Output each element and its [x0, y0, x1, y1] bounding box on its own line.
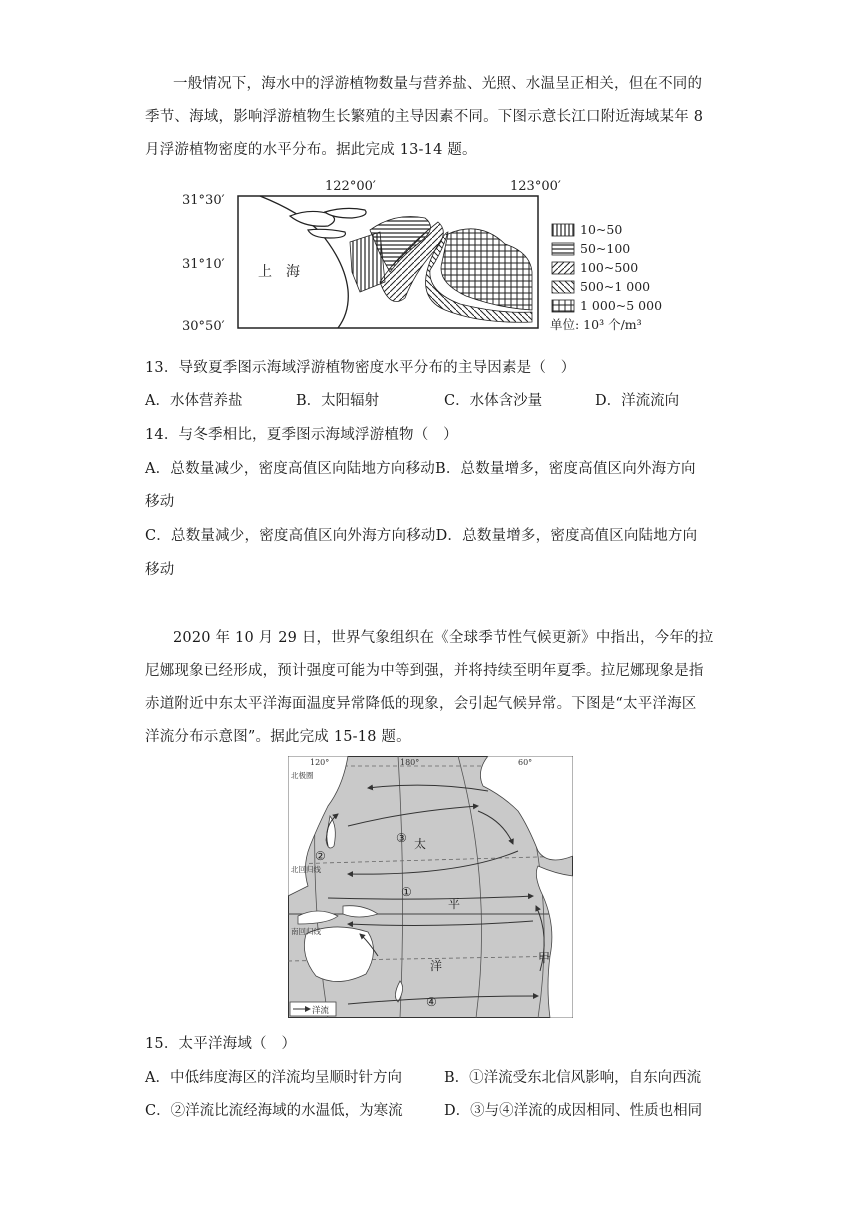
passage2-line1: 2020 年 10 月 29 日，世界气象组织在《全球季节性气候更新》中指出，今年的拉 [173, 630, 714, 646]
legend-item-1: 10~50 [580, 222, 623, 237]
lon2-label: 123°00′ [510, 179, 561, 194]
lon-label-180: 180° [400, 758, 420, 767]
lat-label-tropic-cancer: 北回归线 [291, 865, 321, 874]
q13-option-c[interactable]: C．水体含沙量 [444, 393, 543, 409]
lon-label-120: 120° [310, 758, 330, 767]
q15-stem: 15．太平洋海域（ ） [145, 1036, 297, 1052]
ocean-label-yang: 洋 [430, 959, 443, 973]
ocean-label-tai: 太 [414, 837, 427, 851]
lon1-label: 122°00′ [325, 179, 376, 194]
passage2-line3: 赤道附近中东太平洋海面温度异常降低的现象，会引起气候异常。下图是“太平洋海区 [145, 696, 697, 712]
current-marker-2: ② [315, 849, 326, 863]
q13-stem: 13．导致夏季图示海域浮游植物密度水平分布的主导因素是（ ） [145, 360, 576, 376]
current-marker-4: ④ [426, 995, 437, 1009]
lat-mid-label: 31°10′ [182, 257, 225, 272]
q14-options-ab[interactable]: A．总数量减少，密度高值区向陆地方向移动B．总数量增多，密度高值区向外海方向 [145, 461, 696, 477]
q15-option-b[interactable]: B．①洋流受东北信风影响，自东向西流 [444, 1070, 702, 1086]
legend-unit: 单位: 10³ 个/m³ [550, 317, 642, 332]
lat-label-arctic: 北极圈 [291, 771, 314, 780]
lat-bottom-label: 30°50′ [182, 319, 225, 332]
map-legend-label: 洋流 [312, 1006, 330, 1016]
passage2-line4: 洋流分布示意图”。据此完成 15-18 题。 [145, 729, 411, 745]
jia-label: 甲 [538, 951, 551, 965]
q13-option-a[interactable]: A．水体营养盐 [145, 393, 243, 409]
q13-option-b[interactable]: B．太阳辐射 [296, 393, 380, 409]
q15-option-c[interactable]: C．②洋流比流经海域的水温低，为寒流 [145, 1103, 403, 1119]
lon-label-60: 60° [518, 758, 533, 767]
lat-label-tropic-capricorn: 南回归线 [291, 927, 321, 936]
current-marker-1: ① [401, 885, 412, 899]
legend-item-3: 100~500 [580, 260, 639, 275]
q14-options-cd[interactable]: C．总数量减少，密度高值区向外海方向移动D．总数量增多，密度高值区向陆地方向 [145, 528, 698, 544]
q15-option-d[interactable]: D．③与④洋流的成因相同、性质也相同 [444, 1103, 703, 1119]
pacific-currents-map [288, 756, 573, 1022]
passage1-line3: 月浮游植物密度的水平分布。据此完成 13-14 题。 [145, 142, 477, 158]
legend-item-2: 50~100 [580, 241, 631, 256]
q14-options-cd-cont: 移动 [145, 562, 175, 578]
q13-option-d[interactable]: D．洋流流向 [595, 393, 680, 409]
q14-stem: 14．与冬季相比，夏季图示海域浮游植物（ ） [145, 427, 458, 443]
city-label: 上 海 [258, 264, 300, 280]
legend-item-4: 500~1 000 [580, 279, 651, 294]
passage1-line2: 季节、海域，影响浮游植物生长繁殖的主导因素不同。下图示意长江口附近海域某年 8 [145, 109, 704, 125]
lat-top-label: 31°30′ [182, 193, 225, 208]
current-marker-3: ③ [396, 831, 407, 845]
legend-item-5: 1 000~5 000 [580, 298, 663, 313]
estuary-density-map [180, 172, 680, 336]
q14-options-ab-cont: 移动 [145, 494, 175, 510]
q15-option-a[interactable]: A．中低纬度海区的洋流均呈顺时针方向 [145, 1070, 402, 1086]
ocean-label-ping: 平 [448, 897, 461, 911]
passage2-line2: 尼娜现象已经形成，预计强度可能为中等到强，并将持续至明年夏季。拉尼娜现象是指 [145, 663, 704, 679]
passage1-line1: 一般情况下，海水中的浮游植物数量与营养盐、光照、水温呈正相关，但在不同的 [173, 76, 703, 92]
